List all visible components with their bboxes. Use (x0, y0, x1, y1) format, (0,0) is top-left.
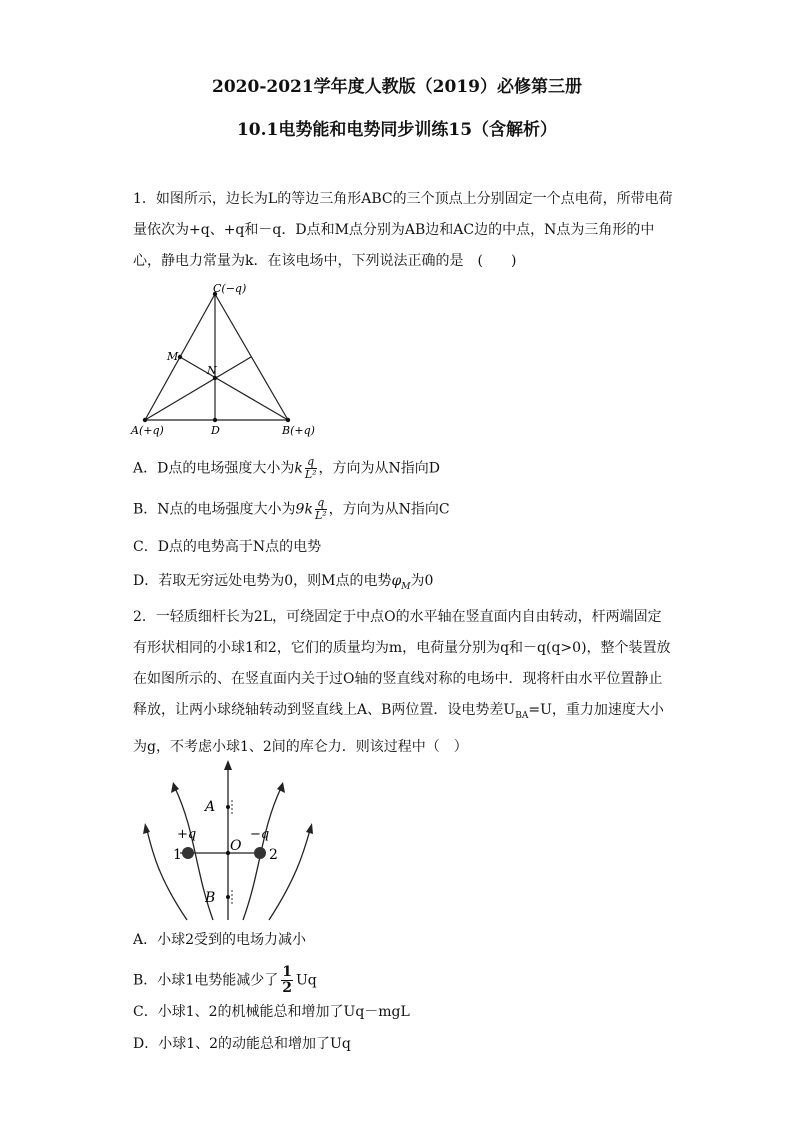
q1-option-a: A．D点的电场强度大小为k $\frac{q}{\text{L²}}$ ，方向为从N指向D (133, 455, 441, 481)
label-c: C(−q) (213, 282, 247, 295)
q2-option-b: B．小球1电势能减少了 $\frac{1}{2}$ Uq (133, 964, 317, 996)
label-a: A(+q) (131, 424, 164, 437)
label-ball-2: 2 (269, 847, 278, 863)
title-line-2: 10.1电势能和电势同步训练15（含解析） (236, 120, 558, 140)
q1-triangle-figure (125, 282, 325, 442)
q1-option-d: D．若取无穷远处电势为0，则M点的电势$\varphi_M$为0 (133, 573, 434, 592)
label-m: M (167, 350, 179, 363)
q1-option-b: B．N点的电场强度大小为9k $\frac{q}{\text{L²}}$ ，方向为从N指向C (133, 496, 450, 522)
label-a-point: A (205, 799, 216, 815)
title-line-1: 2020-2021学年度人教版（2019）必修第三册 (212, 77, 582, 97)
q2-field-figure (135, 760, 325, 925)
q2-option-a: A．小球2受到的电场力减小 (133, 932, 307, 948)
q2-option-d: D．小球1、2的动能总和增加了Uq (133, 1036, 351, 1052)
label-n: N (207, 364, 217, 377)
label-minus-q: −q (250, 827, 270, 842)
label-plus-q: +q (177, 827, 197, 842)
q1-option-c: C．D点的电势高于N点的电势 (133, 539, 322, 555)
q2-option-c: C．小球1、2的机械能总和增加了Uq－mgL (133, 1004, 410, 1020)
label-o: O (230, 838, 242, 854)
q2-stem: 2．一轻质细杆长为2L，可绕固定于中点O的水平轴在竖直面内自由转动，杆两端固定有形状相同的小球1和2，它们的质量均为m，电荷量分别为q和－q(q>0)，整个装置放在如图所示的、在竖直面内关于过O轴的竖直线对称的电场中．现将杆由水平位置静止释放，让两小球绕轴转动到竖直线上A、B两位置．设电势差$U_{BA}=U$，重力加速度大小为g，不考虑小球1、2间的库仑力．则该过程中（ ） (133, 609, 671, 755)
label-b-point: B (205, 890, 216, 906)
label-b: B(+q) (282, 424, 315, 437)
label-ball-1: 1 (173, 847, 182, 863)
label-d: D (211, 424, 220, 437)
q1-stem: 1．如图所示，边长为L的等边三角形ABC的三个顶点上分别固定一个点电荷，所带电荷量依次为+q、+q和－q．D点和M点分别为AB边和AC边的中点，N点为三角形的中心，静电力常量为k．在该电场中，下列说法正确的是 ( ) (133, 191, 673, 269)
